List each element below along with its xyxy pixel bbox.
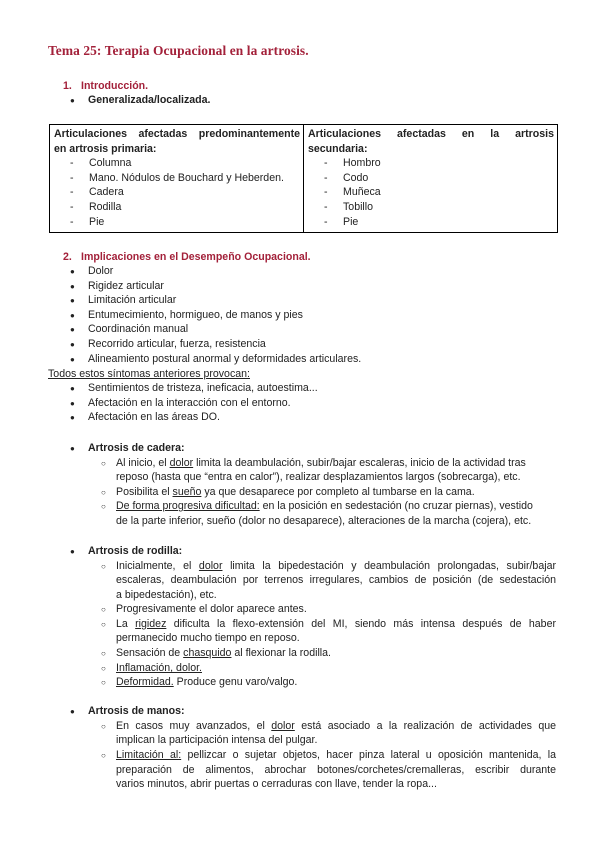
rodilla-item-2: Progresivamente el dolor aparece antes. xyxy=(116,603,307,615)
section-2-heading xyxy=(63,250,311,265)
manos-item-2-line-2: preparación de alimentos, abrochar botones/corchetes/cremalleras, escribir durante xyxy=(116,764,556,776)
joint-list-item xyxy=(54,185,300,200)
joint-label: Mano. Nódulos de Bouchard y Heberden. xyxy=(89,171,284,184)
joint-label: Cadera xyxy=(89,186,124,199)
rodilla-item-1-line-2: escaleras, deambulación por terrenos irregulares, cambios de posición (de sedestación xyxy=(116,574,556,586)
section-2-title: Implicaciones en el Desempeño Ocupacional. xyxy=(81,251,311,263)
joint-label: Columna xyxy=(89,157,132,170)
symptom-item: Entumecimiento, hormigueo, de manos y pies xyxy=(88,308,303,321)
dash-icon: - xyxy=(324,200,328,213)
rodilla-item-3-line-2: permanecido mucho tiempo en reposo. xyxy=(116,632,300,644)
bullet-icon: ● xyxy=(70,267,75,276)
rodilla-item-6: Deformidad. Produce genu varo/valgo. xyxy=(116,676,298,688)
joint-label: Muñeca xyxy=(343,186,381,199)
section-1-heading xyxy=(63,79,148,94)
bullet-icon: ● xyxy=(70,96,75,105)
joint-label: Pie xyxy=(343,215,359,228)
rodilla-item-1-line-3: a bipedestación), etc. xyxy=(116,589,217,601)
section-1-number: 1. xyxy=(63,80,72,92)
bullet-icon: ● xyxy=(70,281,75,291)
dash-icon: - xyxy=(70,200,74,213)
circle-bullet-icon: ○ xyxy=(101,562,106,571)
circle-bullet-icon: ○ xyxy=(101,605,106,614)
circle-bullet-icon: ○ xyxy=(101,678,106,687)
secondary-joints-cell xyxy=(304,125,558,233)
dash-icon: - xyxy=(324,215,328,228)
section-2-number: 2. xyxy=(63,251,72,263)
primary-joints-cell xyxy=(50,125,304,233)
joint-list-item xyxy=(308,156,554,171)
intro-bullet: Generalizada/localizada. xyxy=(88,94,211,106)
cadera-item-2: Posibilita el sueño ya que desaparece por completo al tumbarse en la cama. xyxy=(116,486,475,498)
rodilla-item-4: Sensación de chasquido al flexionar la rodilla. xyxy=(116,647,331,659)
document-title: Tema 25: Terapia Ocupacional en la artrosis. xyxy=(48,43,309,58)
manos-heading: Artrosis de manos: xyxy=(88,705,185,717)
circle-bullet-icon: ○ xyxy=(101,664,106,673)
symptom-item: Limitación articular xyxy=(88,294,177,307)
joint-list-item xyxy=(308,171,554,186)
circle-bullet-icon: ○ xyxy=(101,620,106,629)
joint-list-item xyxy=(308,185,554,200)
joint-list-item xyxy=(308,200,554,215)
symptom-item: Alineamiento postural anormal y deformidades articulares. xyxy=(88,352,362,365)
rodilla-item-3: La rigidez dificulta la flexo-extensión del MI, siendo más intensa después de haber xyxy=(116,618,556,630)
rodilla-item-5: Inflamación, dolor. xyxy=(116,662,202,674)
secondary-joints-list xyxy=(308,156,554,229)
manos-item-2: Limitación al: pellizcar o sujetar objetos, hacer pinza lateral u oposición mantenida, la xyxy=(116,749,556,761)
joint-list-item xyxy=(308,215,554,230)
cadera-item-1-line-2: reposo (hasta que “entra en calor”), realizar desplazamientos largos (sobrecarga), etc. xyxy=(116,471,521,483)
consequence-item: Afectación en la interacción con el entorno. xyxy=(88,396,291,409)
joint-list-item xyxy=(54,171,300,186)
bullet-icon: ● xyxy=(70,444,75,453)
joint-label: Codo xyxy=(343,171,369,184)
bullet-icon: ● xyxy=(70,296,75,306)
joint-label: Pie xyxy=(89,215,105,228)
joint-label: Tobillo xyxy=(343,200,374,213)
joint-list-item xyxy=(54,200,300,215)
bullet-icon: ● xyxy=(70,413,75,423)
dash-icon: - xyxy=(324,157,328,170)
symptom-item: Coordinación manual xyxy=(88,323,189,336)
joint-label: Rodilla xyxy=(89,200,122,213)
dash-icon: - xyxy=(324,186,328,199)
circle-bullet-icon: ○ xyxy=(101,751,106,760)
cadera-item-3-line-2: de la parte inferior, sueño (dolor no desaparece), alteraciones de la marcha (cojera), etc. xyxy=(116,515,532,527)
bullet-icon: ● xyxy=(70,398,75,408)
circle-bullet-icon: ○ xyxy=(101,488,106,497)
consequence-item: Sentimientos de tristeza, ineficacia, autoestima... xyxy=(88,382,318,394)
rodilla-item-1: Inicialmente, el dolor limita la bipedestación y deambulación prolongadas, subir/bajar xyxy=(116,560,556,572)
dash-icon: - xyxy=(70,157,74,170)
bullet-icon: ● xyxy=(70,384,75,393)
circle-bullet-icon: ○ xyxy=(101,722,106,731)
dash-icon: - xyxy=(70,171,74,184)
cadera-heading: Artrosis de cadera: xyxy=(88,442,185,454)
bullet-icon: ● xyxy=(70,325,75,335)
bullet-icon: ● xyxy=(70,340,75,349)
circle-bullet-icon: ○ xyxy=(101,459,106,468)
secondary-joints-header: Articulaciones afectadas en la artrosis secundaria: xyxy=(308,128,554,155)
cadera-item-3: De forma progresiva dificultad: en la posición en sedestación (no cruzar piernas), vestido xyxy=(116,500,533,512)
circle-bullet-icon: ○ xyxy=(101,649,106,658)
consequence-item: Afectación en las áreas DO. xyxy=(88,411,220,424)
rodilla-heading: Artrosis de rodilla: xyxy=(88,545,183,557)
bullet-icon: ● xyxy=(70,547,75,556)
bullet-icon: ● xyxy=(70,354,75,364)
joint-list-item xyxy=(54,156,300,171)
bullet-icon: ● xyxy=(70,707,75,716)
manos-item-2-line-3: varios minutos, abrir puertas o cerraduras con llave, tender la ropa... xyxy=(116,778,437,790)
primary-joints-header: Articulaciones afectadas predominantemente en artrosis primaria: xyxy=(54,128,300,155)
dash-icon: - xyxy=(70,215,74,228)
cadera-item-1: Al inicio, el dolor limita la deambulación, subir/bajar escaleras, inicio de la actividad tras xyxy=(116,457,526,469)
bullet-icon: ● xyxy=(70,310,75,320)
symptom-item: Dolor xyxy=(88,265,114,277)
symptom-item: Recorrido articular, fuerza, resistencia xyxy=(88,338,266,350)
section-1-title: Introducción. xyxy=(81,80,149,92)
dash-icon: - xyxy=(324,171,328,184)
circle-bullet-icon: ○ xyxy=(101,502,106,511)
joint-label: Hombro xyxy=(343,157,381,170)
symptom-item: Rigidez articular xyxy=(88,279,164,292)
joints-table xyxy=(49,124,558,233)
manos-item-1-line-2: implican la participación intensa del pulgar. xyxy=(116,734,318,746)
primary-joints-list xyxy=(54,156,300,229)
dash-icon: - xyxy=(70,186,74,199)
manos-item-1: En casos muy avanzados, el dolor está asociado a la realización de actividades que xyxy=(116,720,556,732)
consequence-label: Todos estos síntomas anteriores provocan: xyxy=(48,368,250,380)
joint-list-item xyxy=(54,215,300,230)
